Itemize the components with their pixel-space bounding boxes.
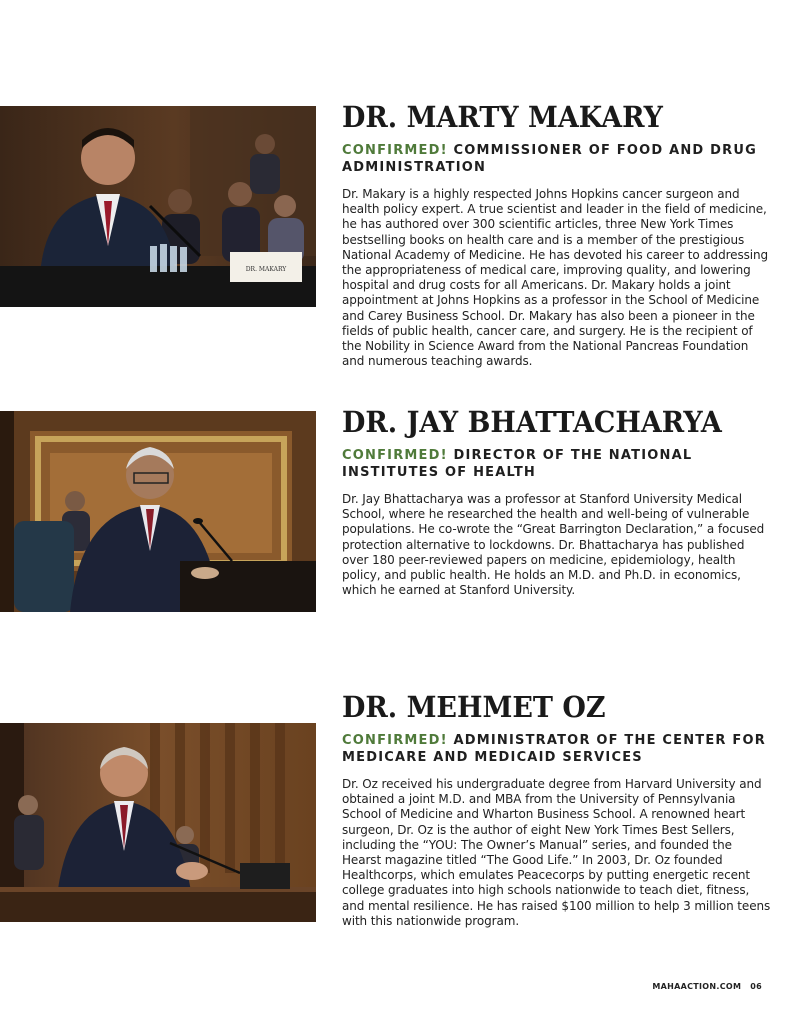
- profile-oz: [342, 691, 772, 929]
- profile-role: [342, 447, 772, 481]
- profile-role: [342, 142, 772, 176]
- profile-makary: [342, 101, 772, 369]
- profile-name: DR. JAY BHATTACHARYA: [342, 405, 722, 439]
- profile-bio: Dr. Jay Bhattacharya was a professor at Stanford University Medical School, where he researched the health and well-being of vulnerable populations. He co-wrote the “Great Barrington Declaration,” a focused protection alternative to lockdowns. Dr. Bhattacharya has published over 180 peer-reviewed papers on medicine, epidemiology, health policy, and public health. He holds an M.D. and Ph.D. in economics, which he earned at Stanford University.: [342, 492, 765, 598]
- role-title: ADMINISTRATOR OF THE CENTER FOR MEDICARE AND MEDICAID SERVICES: [342, 733, 766, 765]
- profile-role: [342, 732, 772, 766]
- name-placard: DR. MAKARY: [245, 266, 287, 273]
- bhattacharya-photo: [0, 411, 316, 612]
- role-title: DIRECTOR OF THE NATIONAL INSTITUTES OF HEALTH: [342, 448, 693, 480]
- confirmed-label: CONFIRMED!: [342, 143, 448, 158]
- profile-name: DR. MEHMET OZ: [342, 690, 606, 724]
- oz-photo: [0, 723, 316, 922]
- makary-photo: [0, 106, 316, 307]
- profile-bio: Dr. Oz received his undergraduate degree from Harvard University and obtained a joint M.D. and MBA from the University of Pennsylvania School of Medicine and Wharton Business School. A renowned heart surgeon, Dr. Oz is the author of eight New York Times Best Sellers, including the “YOU: The Owner’s Manual” series, and founded the Hearst magazine titled “The Good Life.” In 2003, Dr. Oz founded Healthcorps, which emulates Peacecorps by putting energetic recent college graduates into high schools nationwide to teach diet, fitness, and mental resilience. He has raised $100 million to help 3 million teens with this nationwide program.: [342, 777, 771, 928]
- confirmed-label: CONFIRMED!: [342, 448, 448, 463]
- footer-site: MAHAACTION.COM: [652, 982, 742, 991]
- profile-bio: Dr. Makary is a highly respected Johns Hopkins cancer surgeon and health policy expert. A true scientist and leader in the field of medicine, he has authored over 300 scientific articles, three New York Times bestselling books on health care and is a member of the prestigious National Academy of Medicine. He has devoted his career to addressing the appropriateness of medical care, improving quality, and lowering hospital and drug costs for all Americans. Dr. Makary holds a joint appointment at Johns Hopkins as a professor in the School of Medicine and Carey Business School. Dr. Makary has also been a pioneer in the fields of public health, cancer care, and surgery. He is the recipient of the Nobility in Science Award from the National Pancreas Foundation and numerous teaching awards.: [342, 187, 769, 369]
- profile-bhattacharya: [342, 406, 772, 598]
- page-footer: [652, 982, 762, 991]
- role-title: COMMISSIONER OF FOOD AND DRUG ADMINISTRATION: [342, 143, 757, 175]
- profile-name: DR. MARTY MAKARY: [342, 100, 663, 134]
- page-number: 06: [750, 982, 762, 991]
- confirmed-label: CONFIRMED!: [342, 733, 448, 748]
